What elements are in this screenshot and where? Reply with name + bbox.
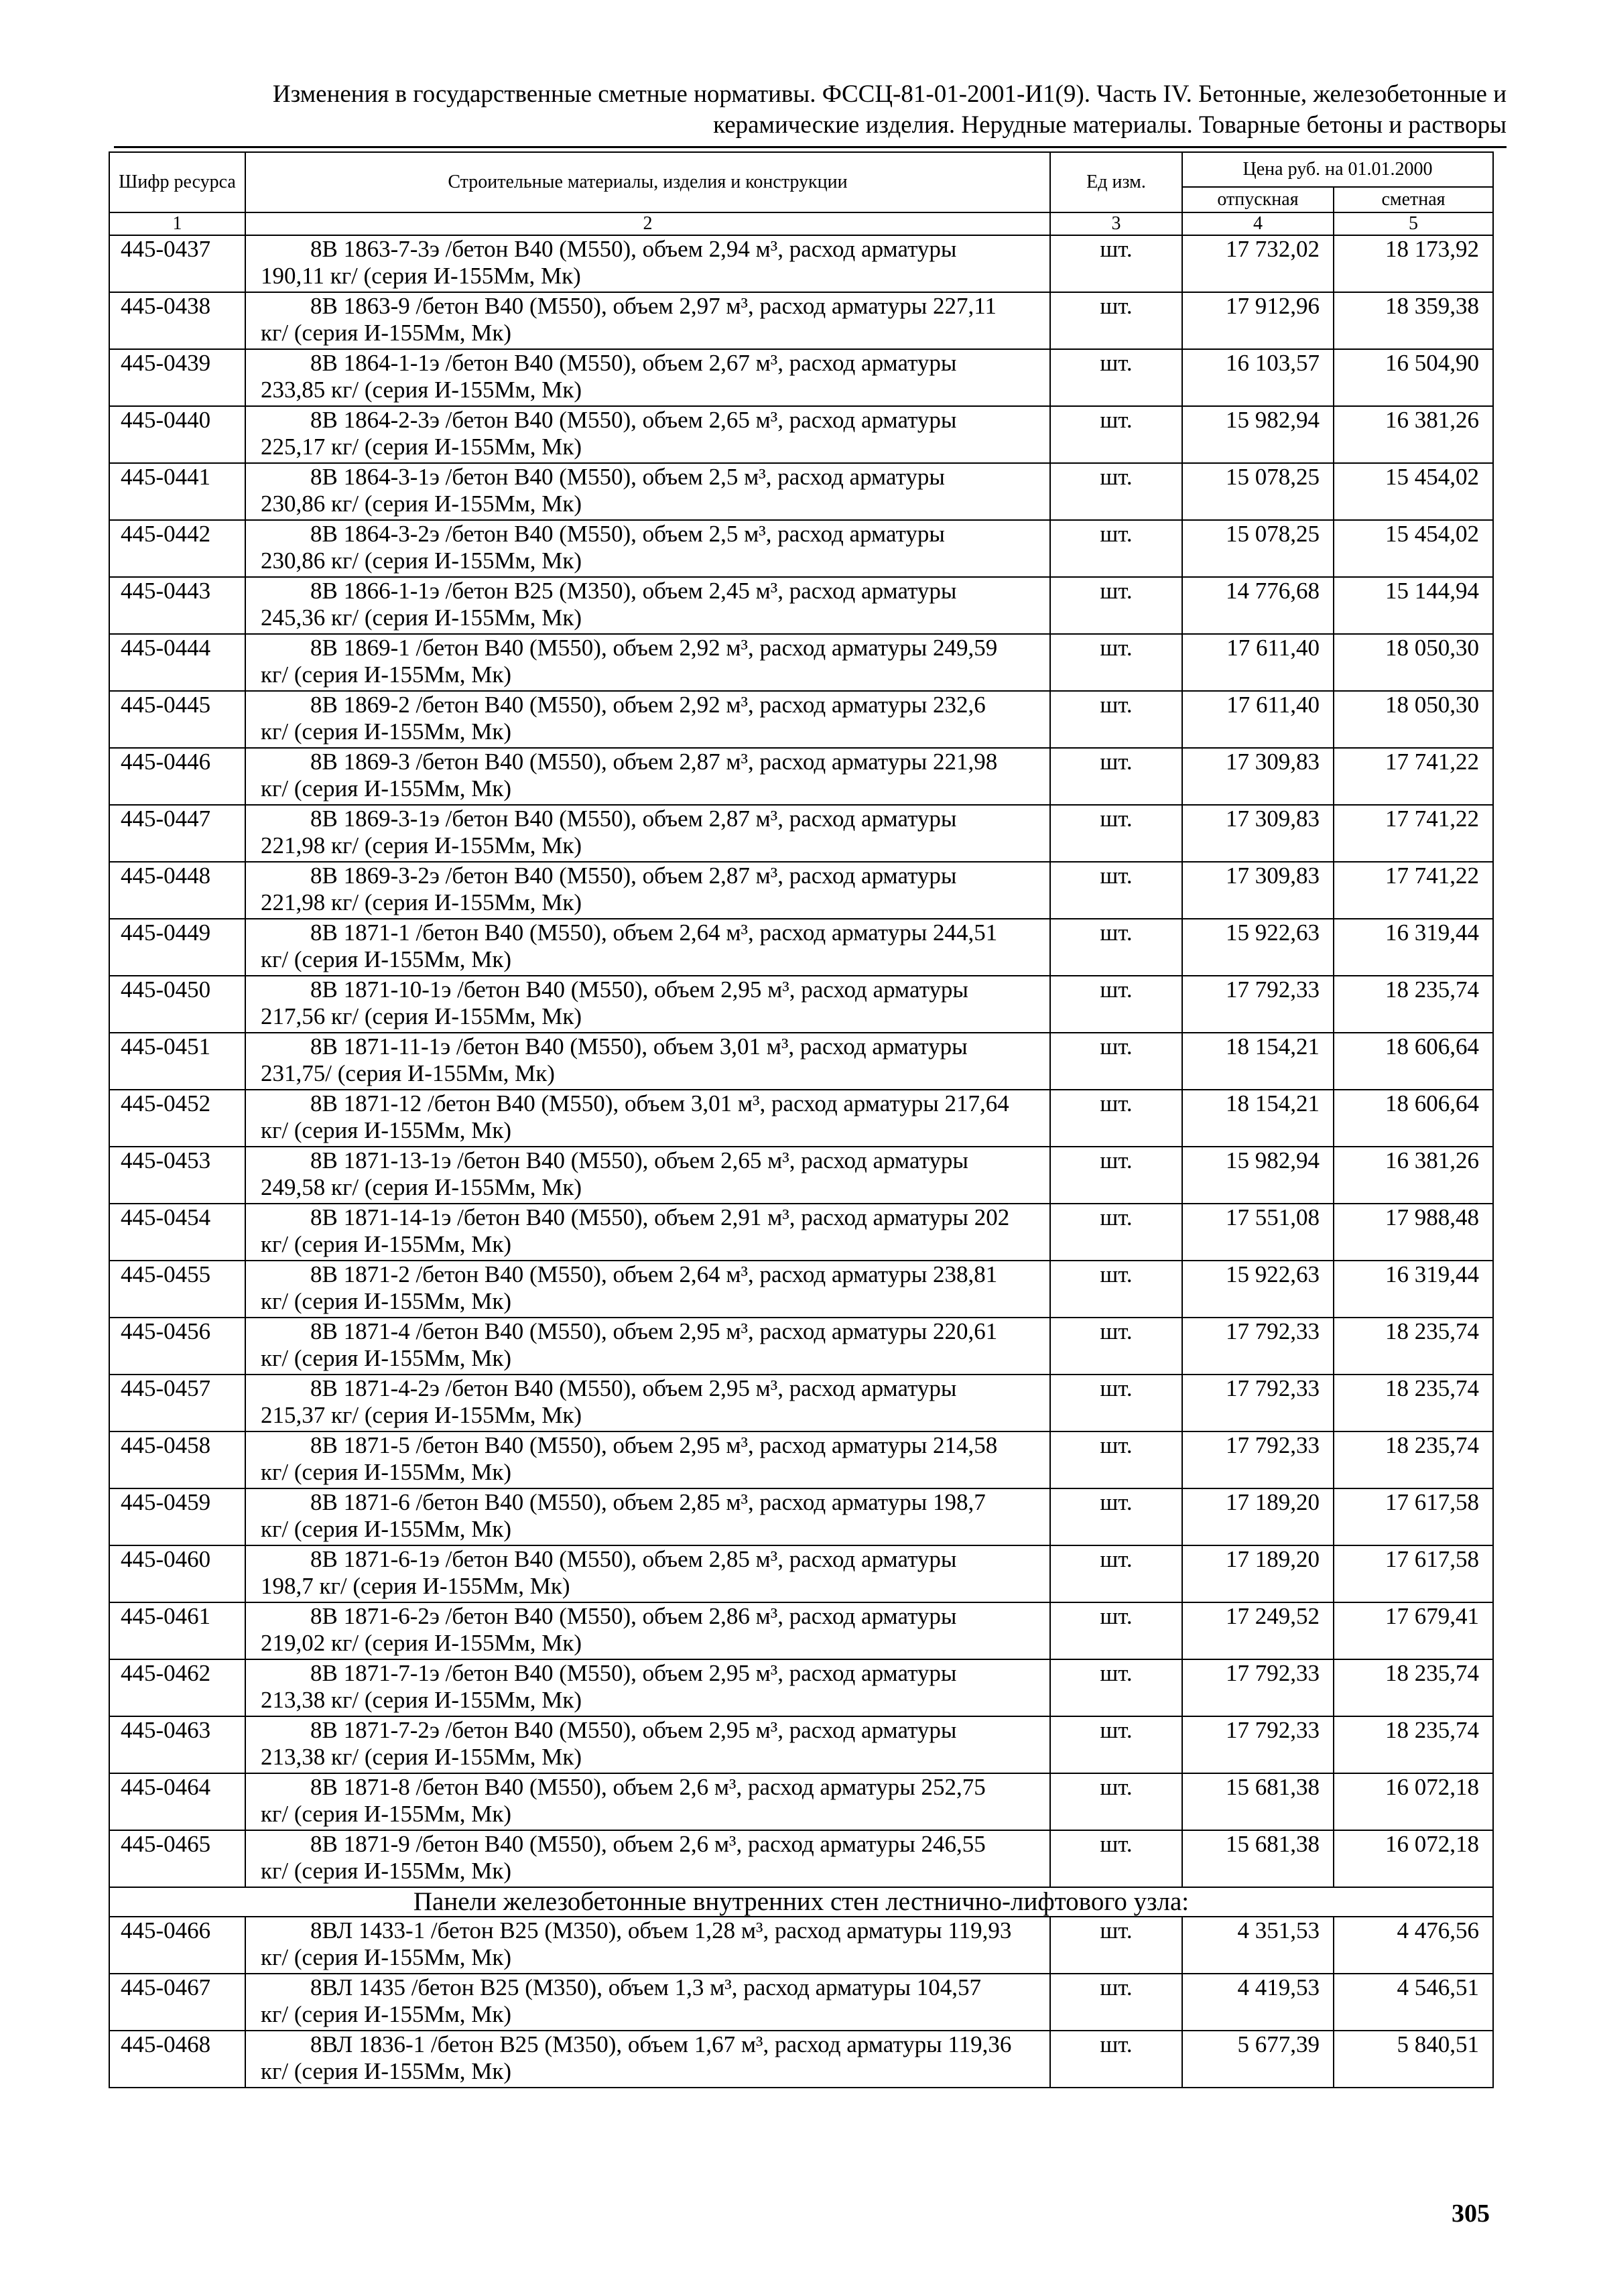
estimate-price: 15 454,02	[1334, 520, 1493, 577]
resource-code: 445-0438	[109, 292, 245, 349]
release-price: 17 551,08	[1182, 1204, 1334, 1261]
material-description	[245, 235, 1050, 292]
description-line-1: 8В 1871-13-1э /бетон В40 (М550), объем 2,65 м³, расход арматуры	[310, 1147, 968, 1173]
release-price: 15 681,38	[1182, 1830, 1334, 1887]
material-description	[245, 691, 1050, 748]
material-description	[245, 1917, 1050, 1974]
material-description	[245, 634, 1050, 691]
unit-cell: шт.	[1050, 1659, 1182, 1716]
estimate-price: 18 050,30	[1334, 634, 1493, 691]
description-line-1: 8ВЛ 1836-1 /бетон В25 (М350), объем 1,67 м³, расход арматуры 119,36	[310, 2031, 1012, 2057]
description-line-1: 8В 1871-6-2э /бетон В40 (М550), объем 2,86 м³, расход арматуры	[310, 1603, 957, 1629]
material-description	[245, 1659, 1050, 1716]
table-row	[109, 634, 1493, 691]
unit-cell: шт.	[1050, 691, 1182, 748]
material-description	[245, 1773, 1050, 1830]
estimate-price: 17 617,58	[1334, 1488, 1493, 1545]
description-line-2: кг/ (серия И-155Мм, Мк)	[261, 1345, 512, 1371]
description-line-2: 225,17 кг/ (серия И-155Мм, Мк)	[261, 434, 582, 460]
material-description	[245, 1375, 1050, 1431]
unit-cell: шт.	[1050, 463, 1182, 520]
material-description	[245, 1147, 1050, 1204]
description-line-1: 8ВЛ 1435 /бетон В25 (М350), объем 1,3 м³, расход арматуры 104,57	[310, 1974, 982, 2000]
release-price: 17 189,20	[1182, 1545, 1334, 1602]
resource-code: 445-0465	[109, 1830, 245, 1887]
table-row	[109, 691, 1493, 748]
table-row	[109, 1830, 1493, 1887]
release-price: 5 677,39	[1182, 2031, 1334, 2088]
unit-cell: шт.	[1050, 1147, 1182, 1204]
col-header-estimate: сметная	[1334, 187, 1493, 212]
unit-cell: шт.	[1050, 1375, 1182, 1431]
resource-code: 445-0454	[109, 1204, 245, 1261]
unit-cell: шт.	[1050, 520, 1182, 577]
estimate-price: 18 235,74	[1334, 1659, 1493, 1716]
description-line-1: 8В 1866-1-1э /бетон В25 (М350), объем 2,45 м³, расход арматуры	[310, 578, 957, 604]
resource-code: 445-0467	[109, 1974, 245, 2031]
table-row	[109, 919, 1493, 976]
resource-code: 445-0441	[109, 463, 245, 520]
estimate-price: 15 144,94	[1334, 577, 1493, 634]
resource-code: 445-0444	[109, 634, 245, 691]
table-row	[109, 1659, 1493, 1716]
description-line-1: 8В 1871-8 /бетон В40 (М550), объем 2,6 м³, расход арматуры 252,75	[310, 1774, 986, 1800]
release-price: 17 189,20	[1182, 1488, 1334, 1545]
unit-cell: шт.	[1050, 1716, 1182, 1773]
unit-cell: шт.	[1050, 1033, 1182, 1090]
material-description	[245, 919, 1050, 976]
description-line-1: 8В 1871-4 /бетон В40 (М550), объем 2,95 м³, расход арматуры 220,61	[310, 1318, 998, 1344]
resource-code: 445-0439	[109, 349, 245, 406]
section-title: Панели железобетонные внутренних стен лестнично-лифтового узла:	[109, 1887, 1493, 1917]
release-price: 4 419,53	[1182, 1974, 1334, 2031]
unit-cell: шт.	[1050, 235, 1182, 292]
unit-cell: шт.	[1050, 805, 1182, 862]
unit-cell: шт.	[1050, 1773, 1182, 1830]
estimate-price: 17 617,58	[1334, 1545, 1493, 1602]
header-line-2: керамические изделия. Нерудные материалы. Товарные бетоны и растворы	[713, 111, 1507, 139]
table-row	[109, 748, 1493, 805]
material-description	[245, 1431, 1050, 1488]
table-row	[109, 1773, 1493, 1830]
col-number-1: 1	[109, 212, 245, 235]
unit-cell: шт.	[1050, 634, 1182, 691]
description-line-1: 8В 1871-6-1э /бетон В40 (М550), объем 2,85 м³, расход арматуры	[310, 1546, 957, 1572]
description-line-2: кг/ (серия И-155Мм, Мк)	[261, 1858, 512, 1884]
description-line-1: 8В 1871-7-1э /бетон В40 (М550), объем 2,95 м³, расход арматуры	[310, 1660, 957, 1686]
table-row	[109, 1974, 1493, 2031]
resource-code: 445-0464	[109, 1773, 245, 1830]
section-row	[109, 1887, 1493, 1917]
unit-cell: шт.	[1050, 292, 1182, 349]
resource-code: 445-0440	[109, 406, 245, 463]
material-description	[245, 1974, 1050, 2031]
resource-code: 445-0456	[109, 1318, 245, 1375]
description-line-1: 8В 1869-3-2э /бетон В40 (М550), объем 2,87 м³, расход арматуры	[310, 863, 957, 889]
col-number-4: 4	[1182, 212, 1334, 235]
description-line-2: кг/ (серия И-155Мм, Мк)	[261, 1516, 512, 1542]
col-header-code: Шифр ресурса	[109, 152, 245, 212]
description-line-2: кг/ (серия И-155Мм, Мк)	[261, 320, 512, 346]
estimate-price: 18 235,74	[1334, 1716, 1493, 1773]
material-description	[245, 577, 1050, 634]
table-row	[109, 1033, 1493, 1090]
description-line-2: 215,37 кг/ (серия И-155Мм, Мк)	[261, 1402, 582, 1428]
resource-code: 445-0446	[109, 748, 245, 805]
description-line-1: 8В 1864-3-2э /бетон В40 (М550), объем 2,5 м³, расход арматуры	[310, 521, 945, 547]
release-price: 17 249,52	[1182, 1602, 1334, 1659]
release-price: 18 154,21	[1182, 1090, 1334, 1147]
table-row	[109, 463, 1493, 520]
description-line-2: 231,75/ (серия И-155Мм, Мк)	[261, 1060, 555, 1086]
material-description	[245, 748, 1050, 805]
release-price: 17 309,83	[1182, 805, 1334, 862]
estimate-price: 17 988,48	[1334, 1204, 1493, 1261]
resource-code: 445-0450	[109, 976, 245, 1033]
description-line-2: 221,98 кг/ (серия И-155Мм, Мк)	[261, 832, 582, 858]
material-description	[245, 1488, 1050, 1545]
estimate-price: 17 741,22	[1334, 748, 1493, 805]
col-header-unit: Ед изм.	[1050, 152, 1182, 212]
estimate-price: 4 546,51	[1334, 1974, 1493, 2031]
unit-cell: шт.	[1050, 748, 1182, 805]
description-line-2: 221,98 кг/ (серия И-155Мм, Мк)	[261, 889, 582, 915]
table-row	[109, 805, 1493, 862]
resource-code: 445-0445	[109, 691, 245, 748]
description-line-2: 233,85 кг/ (серия И-155Мм, Мк)	[261, 377, 582, 403]
estimate-price: 17 679,41	[1334, 1602, 1493, 1659]
material-description	[245, 520, 1050, 577]
description-line-2: кг/ (серия И-155Мм, Мк)	[261, 2001, 512, 2027]
description-line-1: 8В 1871-6 /бетон В40 (М550), объем 2,85 м³, расход арматуры 198,7	[310, 1489, 986, 1515]
unit-cell: шт.	[1050, 1431, 1182, 1488]
estimate-price: 16 381,26	[1334, 1147, 1493, 1204]
estimate-price: 17 741,22	[1334, 862, 1493, 919]
table-row	[109, 1602, 1493, 1659]
material-description	[245, 1204, 1050, 1261]
unit-cell: шт.	[1050, 976, 1182, 1033]
description-line-2: кг/ (серия И-155Мм, Мк)	[261, 1117, 512, 1143]
estimate-price: 18 235,74	[1334, 1318, 1493, 1375]
table-row	[109, 1716, 1493, 1773]
table-row	[109, 1917, 1493, 1974]
description-line-2: 249,58 кг/ (серия И-155Мм, Мк)	[261, 1174, 582, 1200]
resource-code: 445-0449	[109, 919, 245, 976]
description-line-1: 8В 1871-2 /бетон В40 (М550), объем 2,64 м³, расход арматуры 238,81	[310, 1261, 998, 1287]
resource-code: 445-0448	[109, 862, 245, 919]
resource-code: 445-0452	[109, 1090, 245, 1147]
release-price: 17 792,33	[1182, 1716, 1334, 1773]
description-line-1: 8В 1871-14-1э /бетон В40 (М550), объем 2,91 м³, расход арматуры 202	[310, 1204, 1010, 1230]
table-row	[109, 976, 1493, 1033]
release-price: 17 611,40	[1182, 691, 1334, 748]
description-line-1: 8В 1871-5 /бетон В40 (М550), объем 2,95 м³, расход арматуры 214,58	[310, 1432, 998, 1458]
release-price: 17 792,33	[1182, 976, 1334, 1033]
price-table	[109, 151, 1494, 2088]
release-price: 17 792,33	[1182, 1375, 1334, 1431]
material-description	[245, 862, 1050, 919]
material-description	[245, 1602, 1050, 1659]
table-row	[109, 1375, 1493, 1431]
description-line-2: 198,7 кг/ (серия И-155Мм, Мк)	[261, 1573, 570, 1599]
estimate-price: 16 072,18	[1334, 1773, 1493, 1830]
description-line-1: 8ВЛ 1433-1 /бетон В25 (М350), объем 1,28 м³, расход арматуры 119,93	[310, 1917, 1012, 1943]
release-price: 17 792,33	[1182, 1431, 1334, 1488]
description-line-1: 8В 1871-4-2э /бетон В40 (М550), объем 2,95 м³, расход арматуры	[310, 1375, 957, 1401]
estimate-price: 15 454,02	[1334, 463, 1493, 520]
resource-code: 445-0457	[109, 1375, 245, 1431]
estimate-price: 16 072,18	[1334, 1830, 1493, 1887]
description-line-1: 8В 1871-10-1э /бетон В40 (М550), объем 2,95 м³, расход арматуры	[310, 976, 968, 1003]
material-description	[245, 463, 1050, 520]
estimate-price: 4 476,56	[1334, 1917, 1493, 1974]
description-line-2: кг/ (серия И-155Мм, Мк)	[261, 775, 512, 802]
estimate-price: 18 050,30	[1334, 691, 1493, 748]
description-line-2: 217,56 кг/ (серия И-155Мм, Мк)	[261, 1003, 582, 1029]
unit-cell: шт.	[1050, 1318, 1182, 1375]
unit-cell: шт.	[1050, 1917, 1182, 1974]
material-description	[245, 406, 1050, 463]
unit-cell: шт.	[1050, 577, 1182, 634]
resource-code: 445-0443	[109, 577, 245, 634]
material-description	[245, 1261, 1050, 1318]
description-line-2: 219,02 кг/ (серия И-155Мм, Мк)	[261, 1630, 582, 1656]
table-row	[109, 292, 1493, 349]
table-row	[109, 349, 1493, 406]
release-price: 15 982,94	[1182, 406, 1334, 463]
table-row	[109, 235, 1493, 292]
description-line-2: 213,38 кг/ (серия И-155Мм, Мк)	[261, 1744, 582, 1770]
resource-code: 445-0453	[109, 1147, 245, 1204]
description-line-2: кг/ (серия И-155Мм, Мк)	[261, 2058, 512, 2084]
material-description	[245, 1318, 1050, 1375]
release-price: 17 309,83	[1182, 862, 1334, 919]
estimate-price: 18 606,64	[1334, 1090, 1493, 1147]
release-price: 15 078,25	[1182, 520, 1334, 577]
release-price: 17 611,40	[1182, 634, 1334, 691]
description-line-1: 8В 1871-7-2э /бетон В40 (М550), объем 2,95 м³, расход арматуры	[310, 1717, 957, 1743]
col-header-release: отпускная	[1182, 187, 1334, 212]
unit-cell: шт.	[1050, 2031, 1182, 2088]
estimate-price: 18 235,74	[1334, 976, 1493, 1033]
unit-cell: шт.	[1050, 1974, 1182, 2031]
table-row	[109, 520, 1493, 577]
unit-cell: шт.	[1050, 1488, 1182, 1545]
document-header	[107, 79, 1507, 141]
table-row	[109, 1261, 1493, 1318]
resource-code: 445-0463	[109, 1716, 245, 1773]
unit-cell: шт.	[1050, 1830, 1182, 1887]
resource-code: 445-0460	[109, 1545, 245, 1602]
col-number-2: 2	[245, 212, 1050, 235]
table-row	[109, 1545, 1493, 1602]
resource-code: 445-0468	[109, 2031, 245, 2088]
release-price: 15 922,63	[1182, 919, 1334, 976]
resource-code: 445-0447	[109, 805, 245, 862]
table-row	[109, 1204, 1493, 1261]
resource-code: 445-0455	[109, 1261, 245, 1318]
release-price: 15 922,63	[1182, 1261, 1334, 1318]
description-line-2: кг/ (серия И-155Мм, Мк)	[261, 1944, 512, 1970]
description-line-2: кг/ (серия И-155Мм, Мк)	[261, 1231, 512, 1257]
material-description	[245, 1090, 1050, 1147]
resource-code: 445-0442	[109, 520, 245, 577]
table-row	[109, 1431, 1493, 1488]
description-line-1: 8В 1869-3 /бетон В40 (М550), объем 2,87 м³, расход арматуры 221,98	[310, 749, 998, 775]
resource-code: 445-0462	[109, 1659, 245, 1716]
unit-cell: шт.	[1050, 1090, 1182, 1147]
table-row	[109, 406, 1493, 463]
release-price: 17 912,96	[1182, 292, 1334, 349]
unit-cell: шт.	[1050, 1545, 1182, 1602]
estimate-price: 16 319,44	[1334, 919, 1493, 976]
unit-cell: шт.	[1050, 406, 1182, 463]
description-line-2: 213,38 кг/ (серия И-155Мм, Мк)	[261, 1687, 582, 1713]
release-price: 17 792,33	[1182, 1659, 1334, 1716]
description-line-1: 8В 1869-3-1э /бетон В40 (М550), объем 2,87 м³, расход арматуры	[310, 806, 957, 832]
page-number: 305	[1452, 2199, 1490, 2228]
material-description	[245, 2031, 1050, 2088]
description-line-1: 8В 1863-7-3э /бетон В40 (М550), объем 2,94 м³, расход арматуры	[310, 236, 957, 262]
unit-cell: шт.	[1050, 919, 1182, 976]
release-price: 14 776,68	[1182, 577, 1334, 634]
release-price: 17 732,02	[1182, 235, 1334, 292]
release-price: 15 681,38	[1182, 1773, 1334, 1830]
description-line-1: 8В 1871-11-1э /бетон В40 (М550), объем 3,01 м³, расход арматуры	[310, 1033, 968, 1060]
table-row	[109, 862, 1493, 919]
table-row	[109, 1147, 1493, 1204]
estimate-price: 18 606,64	[1334, 1033, 1493, 1090]
description-line-1: 8В 1869-1 /бетон В40 (М550), объем 2,92 м³, расход арматуры 249,59	[310, 635, 998, 661]
release-price: 17 792,33	[1182, 1318, 1334, 1375]
material-description	[245, 976, 1050, 1033]
table-row	[109, 1090, 1493, 1147]
estimate-price: 17 741,22	[1334, 805, 1493, 862]
material-description	[245, 1830, 1050, 1887]
release-price: 16 103,57	[1182, 349, 1334, 406]
table-row	[109, 577, 1493, 634]
description-line-1: 8В 1871-12 /бетон В40 (М550), объем 3,01 м³, расход арматуры 217,64	[310, 1090, 1009, 1117]
estimate-price: 16 381,26	[1334, 406, 1493, 463]
resource-code: 445-0459	[109, 1488, 245, 1545]
description-line-2: кг/ (серия И-155Мм, Мк)	[261, 661, 512, 688]
table-row	[109, 1488, 1493, 1545]
resource-code: 445-0458	[109, 1431, 245, 1488]
resource-code: 445-0466	[109, 1917, 245, 1974]
table-row	[109, 1318, 1493, 1375]
description-line-2: кг/ (серия И-155Мм, Мк)	[261, 1288, 512, 1314]
release-price: 17 309,83	[1182, 748, 1334, 805]
material-description	[245, 1716, 1050, 1773]
estimate-price: 16 319,44	[1334, 1261, 1493, 1318]
unit-cell: шт.	[1050, 1602, 1182, 1659]
description-line-1: 8В 1864-2-3э /бетон В40 (М550), объем 2,65 м³, расход арматуры	[310, 407, 957, 433]
material-description	[245, 1545, 1050, 1602]
description-line-1: 8В 1863-9 /бетон В40 (М550), объем 2,97 м³, расход арматуры 227,11	[310, 293, 997, 319]
material-description	[245, 805, 1050, 862]
material-description	[245, 349, 1050, 406]
release-price: 15 078,25	[1182, 463, 1334, 520]
estimate-price: 18 359,38	[1334, 292, 1493, 349]
description-line-2: 230,86 кг/ (серия И-155Мм, Мк)	[261, 491, 582, 517]
description-line-1: 8В 1871-1 /бетон В40 (М550), объем 2,64 м³, расход арматуры 244,51	[310, 919, 998, 946]
col-number-3: 3	[1050, 212, 1182, 235]
material-description	[245, 292, 1050, 349]
description-line-2: 190,11 кг/ (серия И-155Мм, Мк)	[261, 263, 581, 289]
release-price: 15 982,94	[1182, 1147, 1334, 1204]
resource-code: 445-0451	[109, 1033, 245, 1090]
col-number-5: 5	[1334, 212, 1493, 235]
description-line-2: кг/ (серия И-155Мм, Мк)	[261, 1801, 512, 1827]
description-line-2: 245,36 кг/ (серия И-155Мм, Мк)	[261, 604, 582, 631]
unit-cell: шт.	[1050, 1261, 1182, 1318]
description-line-2: кг/ (серия И-155Мм, Мк)	[261, 718, 512, 745]
unit-cell: шт.	[1050, 1204, 1182, 1261]
estimate-price: 18 235,74	[1334, 1431, 1493, 1488]
estimate-price: 5 840,51	[1334, 2031, 1493, 2088]
col-header-price: Цена руб. на 01.01.2000	[1182, 152, 1493, 187]
header-line-1: Изменения в государственные сметные нормативы. ФССЦ-81-01-2001-И1(9). Часть IV. Бетонные, железобетонные и	[272, 80, 1507, 108]
resource-code: 445-0437	[109, 235, 245, 292]
description-line-1: 8В 1864-1-1э /бетон В40 (М550), объем 2,67 м³, расход арматуры	[310, 350, 957, 376]
description-line-1: 8В 1869-2 /бетон В40 (М550), объем 2,92 м³, расход арматуры 232,6	[310, 692, 986, 718]
release-price: 18 154,21	[1182, 1033, 1334, 1090]
col-header-name: Строительные материалы, изделия и конструкции	[245, 152, 1050, 212]
estimate-price: 16 504,90	[1334, 349, 1493, 406]
unit-cell: шт.	[1050, 862, 1182, 919]
estimate-price: 18 173,92	[1334, 235, 1493, 292]
unit-cell: шт.	[1050, 349, 1182, 406]
description-line-1: 8В 1864-3-1э /бетон В40 (М550), объем 2,5 м³, расход арматуры	[310, 464, 945, 490]
release-price: 4 351,53	[1182, 1917, 1334, 1974]
material-description	[245, 1033, 1050, 1090]
description-line-1: 8В 1871-9 /бетон В40 (М550), объем 2,6 м³, расход арматуры 246,55	[310, 1831, 986, 1857]
estimate-price: 18 235,74	[1334, 1375, 1493, 1431]
table-row	[109, 2031, 1493, 2088]
description-line-2: 230,86 кг/ (серия И-155Мм, Мк)	[261, 548, 582, 574]
header-rule	[114, 146, 1507, 148]
table-body	[109, 235, 1493, 2088]
description-line-2: кг/ (серия И-155Мм, Мк)	[261, 946, 512, 972]
description-line-2: кг/ (серия И-155Мм, Мк)	[261, 1459, 512, 1485]
resource-code: 445-0461	[109, 1602, 245, 1659]
